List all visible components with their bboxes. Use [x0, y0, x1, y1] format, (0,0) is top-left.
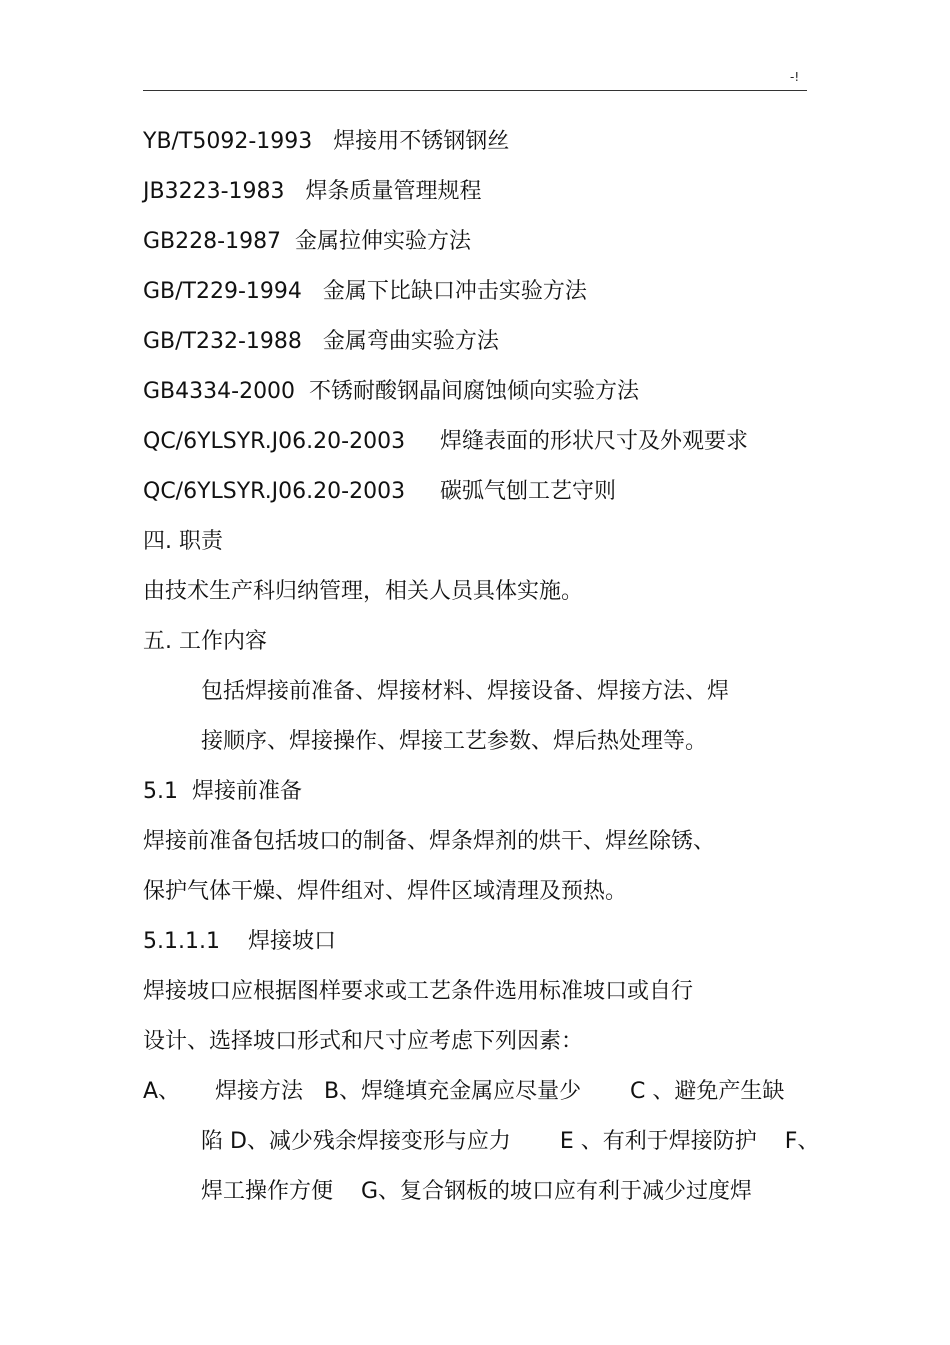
subsection-heading-5-1: 5.1 焊接前准备	[143, 779, 302, 804]
responsibilities-text: 由技术生产科归纳管理，相关人员具体实施。	[143, 579, 584, 604]
factors-list-3: 焊工操作方便 G、复合钢板的坡口应有利于减少过度焊	[201, 1179, 753, 1204]
standard-gb-t229: GB/T229-1994 金属下比缺口冲击实验方法	[143, 279, 587, 304]
section-heading-work-content: 五. 工作内容	[143, 629, 267, 654]
standard-gb4334: GB4334-2000 不锈耐酸钢晶间腐蚀倾向实验方法	[143, 379, 640, 404]
section-heading-responsibilities: 四. 职责	[143, 529, 223, 554]
page-header-mark: -!	[790, 70, 800, 84]
preparation-text-1: 焊接前准备包括坡口的制备、焊条焊剂的烘干、焊丝除锈、	[143, 829, 716, 854]
standard-jb3223: JB3223-1983 焊条质量管理规程	[143, 179, 482, 204]
standard-qc-weld-surface: QC/6YLSYR.J06.20-2003 焊缝表面的形状尺寸及外观要求	[143, 429, 749, 454]
work-content-text-2: 接顺序、焊接操作、焊接工艺参数、焊后热处理等。	[201, 729, 708, 754]
standard-gb228: GB228-1987 金属拉伸实验方法	[143, 229, 472, 254]
groove-text-2: 设计、选择坡口形式和尺寸应考虑下列因素：	[143, 1029, 584, 1054]
preparation-text-2: 保护气体干燥、焊件组对、焊件区域清理及预热。	[143, 879, 628, 904]
subsection-heading-5-1-1-1: 5.1.1.1 焊接坡口	[143, 929, 336, 954]
standard-yb-t5092: YB/T5092-1993 焊接用不锈钢钢丝	[143, 129, 510, 154]
groove-text-1: 焊接坡口应根据图样要求或工艺条件选用标准坡口或自行	[143, 979, 694, 1004]
work-content-text-1: 包括焊接前准备、焊接材料、焊接设备、焊接方法、焊	[201, 679, 730, 704]
standard-gb-t232: GB/T232-1988 金属弯曲实验方法	[143, 329, 499, 354]
factors-list-1: A、 焊接方法 B、焊缝填充金属应尽量少 C 、避免产生缺	[143, 1079, 785, 1104]
standard-qc-carbon-arc: QC/6YLSYR.J06.20-2003 碳弧气刨工艺守则	[143, 479, 617, 504]
factors-list-2: 陷 D、减少残余焊接变形与应力 E 、有利于焊接防护 F、	[201, 1129, 820, 1154]
header-rule	[143, 90, 807, 91]
document-body	[143, 117, 820, 1217]
